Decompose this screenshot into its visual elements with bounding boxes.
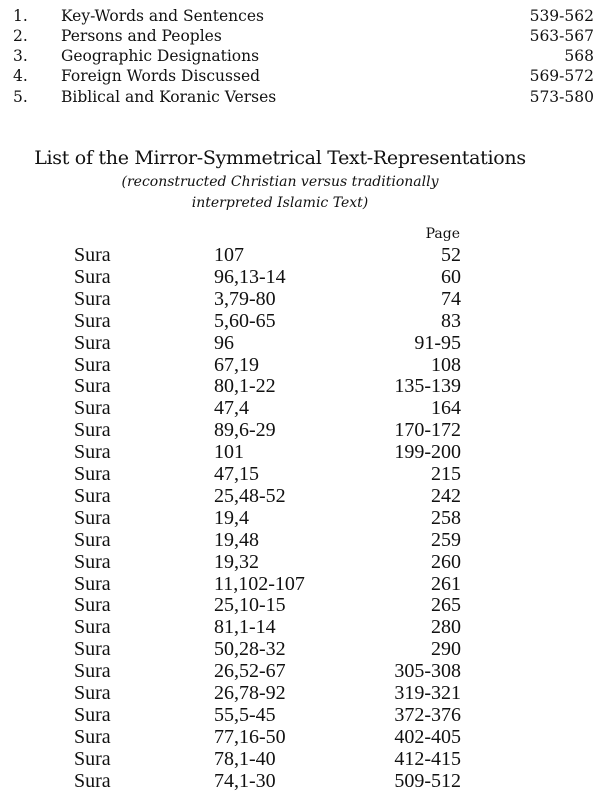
- sura-table-row: [0, 354, 600, 376]
- sura-label: Sura: [74, 397, 111, 420]
- section-subtitle-line-1: (reconstructed Christian versus traditionally: [121, 174, 439, 190]
- sura-page-number: 60: [441, 265, 461, 288]
- sura-label: Sura: [74, 265, 111, 288]
- sura-page-number: 135-139: [394, 375, 461, 398]
- sura-reference: 55,5-45: [214, 703, 276, 726]
- sura-table-row: [0, 332, 600, 354]
- section-subtitle-line-2: interpreted Islamic Text): [191, 195, 369, 211]
- sura-page-number: 305-308: [394, 660, 461, 683]
- sura-page-number: 290: [431, 638, 461, 661]
- sura-table-row: [0, 551, 600, 573]
- sura-label: Sura: [74, 725, 111, 748]
- sura-label: Sura: [74, 616, 111, 639]
- index-item-number: 2.: [13, 27, 28, 45]
- sura-label: Sura: [74, 287, 111, 310]
- sura-label: Sura: [74, 484, 111, 507]
- sura-table-row: [0, 573, 600, 595]
- sura-page-number: 242: [431, 484, 461, 507]
- sura-table-row: [0, 660, 600, 682]
- sura-label: Sura: [74, 441, 111, 464]
- index-list-item: [0, 66, 600, 86]
- sura-table-row: [0, 310, 600, 332]
- sura-label: Sura: [74, 419, 111, 442]
- sura-table-row: [0, 266, 600, 288]
- sura-label: Sura: [74, 506, 111, 529]
- sura-reference: 26,78-92: [214, 682, 286, 704]
- sura-reference: 19,32: [214, 550, 259, 573]
- sura-table-row: [0, 244, 600, 266]
- sura-label: Sura: [74, 309, 111, 332]
- sura-page-number: 509-512: [394, 769, 461, 792]
- index-item-label: Foreign Words Discussed: [61, 67, 261, 85]
- sura-label: Sura: [74, 638, 111, 661]
- sura-table-row: [0, 529, 600, 551]
- sura-label: Sura: [74, 528, 111, 551]
- section-title: List of the Mirror-Symmetrical Text-Representations: [34, 147, 526, 169]
- index-item-pages: 563-567: [529, 27, 594, 45]
- sura-page-number: 258: [431, 506, 461, 529]
- sura-label: Sura: [74, 594, 111, 617]
- sura-table-row: [0, 616, 600, 638]
- sura-label: Sura: [74, 550, 111, 573]
- sura-table-row: [0, 770, 600, 792]
- sura-reference: 74,1-30: [214, 769, 276, 792]
- sura-reference: 89,6-29: [214, 419, 276, 442]
- sura-table-row: [0, 419, 600, 441]
- index-list-item: [0, 46, 600, 66]
- sura-table-row: [0, 704, 600, 726]
- sura-label: Sura: [74, 769, 111, 792]
- sura-table-row: [0, 748, 600, 770]
- sura-table-row: [0, 288, 600, 310]
- sura-reference: 96: [214, 331, 234, 354]
- sura-reference: 25,10-15: [214, 594, 286, 617]
- sura-table-row: [0, 682, 600, 704]
- sura-page-number: 74: [441, 287, 461, 310]
- sura-table-row: [0, 397, 600, 419]
- sura-reference: 77,16-50: [214, 725, 286, 748]
- index-item-label: Biblical and Koranic Verses: [61, 88, 277, 106]
- sura-label: Sura: [74, 660, 111, 683]
- index-item-label: Geographic Designations: [61, 47, 260, 65]
- sura-reference: 107: [214, 244, 244, 266]
- index-item-number: 5.: [13, 88, 28, 106]
- sura-reference: 78,1-40: [214, 747, 276, 770]
- sura-page-number: 402-405: [394, 725, 461, 748]
- sura-reference: 67,19: [214, 353, 259, 376]
- sura-page-number: 412-415: [394, 747, 461, 770]
- sura-label: Sura: [74, 331, 111, 354]
- sura-label: Sura: [74, 703, 111, 726]
- index-item-pages: 573-580: [529, 88, 594, 106]
- sura-label: Sura: [74, 463, 111, 485]
- index-item-number: 3.: [13, 47, 28, 65]
- sura-page-number: 259: [431, 528, 461, 551]
- sura-page-number: 280: [431, 616, 461, 639]
- sura-reference: 11,102-107: [214, 572, 305, 595]
- index-item-pages: 569-572: [529, 67, 594, 85]
- sura-table-row: [0, 638, 600, 660]
- index-item-label: Key-Words and Sentences: [61, 7, 264, 25]
- sura-reference: 96,13-14: [214, 265, 286, 288]
- sura-page-number: 372-376: [394, 703, 461, 726]
- index-list-item: [0, 26, 600, 46]
- index-item-number: 1.: [13, 7, 28, 25]
- sura-reference: 25,48-52: [214, 484, 286, 507]
- sura-reference: 19,4: [214, 506, 249, 529]
- sura-table-row: [0, 441, 600, 463]
- sura-page-number: 52: [441, 244, 461, 266]
- sura-page-number: 215: [431, 463, 461, 485]
- sura-label: Sura: [74, 375, 111, 398]
- sura-page-number: 91-95: [414, 331, 461, 354]
- sura-reference: 47,15: [214, 463, 259, 485]
- sura-page-number: 319-321: [394, 682, 461, 704]
- index-item-pages: 539-562: [529, 7, 594, 25]
- sura-reference: 26,52-67: [214, 660, 286, 683]
- sura-reference: 19,48: [214, 528, 259, 551]
- index-list-item: [0, 6, 600, 26]
- page-column-header: Page: [425, 226, 460, 242]
- sura-table-row: [0, 485, 600, 507]
- sura-label: Sura: [74, 747, 111, 770]
- sura-page-number: 108: [431, 353, 461, 376]
- sura-table-row: [0, 594, 600, 616]
- sura-reference: 3,79-80: [214, 287, 276, 310]
- sura-label: Sura: [74, 244, 111, 266]
- index-item-pages: 568: [564, 47, 594, 65]
- sura-page-number: 164: [431, 397, 461, 420]
- sura-page-number: 199-200: [394, 441, 461, 464]
- index-list-item: [0, 87, 600, 107]
- sura-page-number: 170-172: [394, 419, 461, 442]
- sura-reference: 50,28-32: [214, 638, 286, 661]
- sura-label: Sura: [74, 572, 111, 595]
- sura-reference: 101: [214, 441, 244, 464]
- sura-table-row: [0, 463, 600, 485]
- sura-page-number: 83: [441, 309, 461, 332]
- sura-table-row: [0, 507, 600, 529]
- sura-reference: 5,60-65: [214, 309, 276, 332]
- sura-reference: 80,1-22: [214, 375, 276, 398]
- sura-table-row: [0, 726, 600, 748]
- sura-page-number: 261: [431, 572, 461, 595]
- sura-page-number: 265: [431, 594, 461, 617]
- sura-page-number: 260: [431, 550, 461, 573]
- index-item-number: 4.: [13, 67, 28, 85]
- index-item-label: Persons and Peoples: [61, 27, 222, 45]
- sura-label: Sura: [74, 353, 111, 376]
- sura-reference: 81,1-14: [214, 616, 276, 639]
- sura-table-row: [0, 375, 600, 397]
- sura-label: Sura: [74, 682, 111, 704]
- sura-reference: 47,4: [214, 397, 249, 420]
